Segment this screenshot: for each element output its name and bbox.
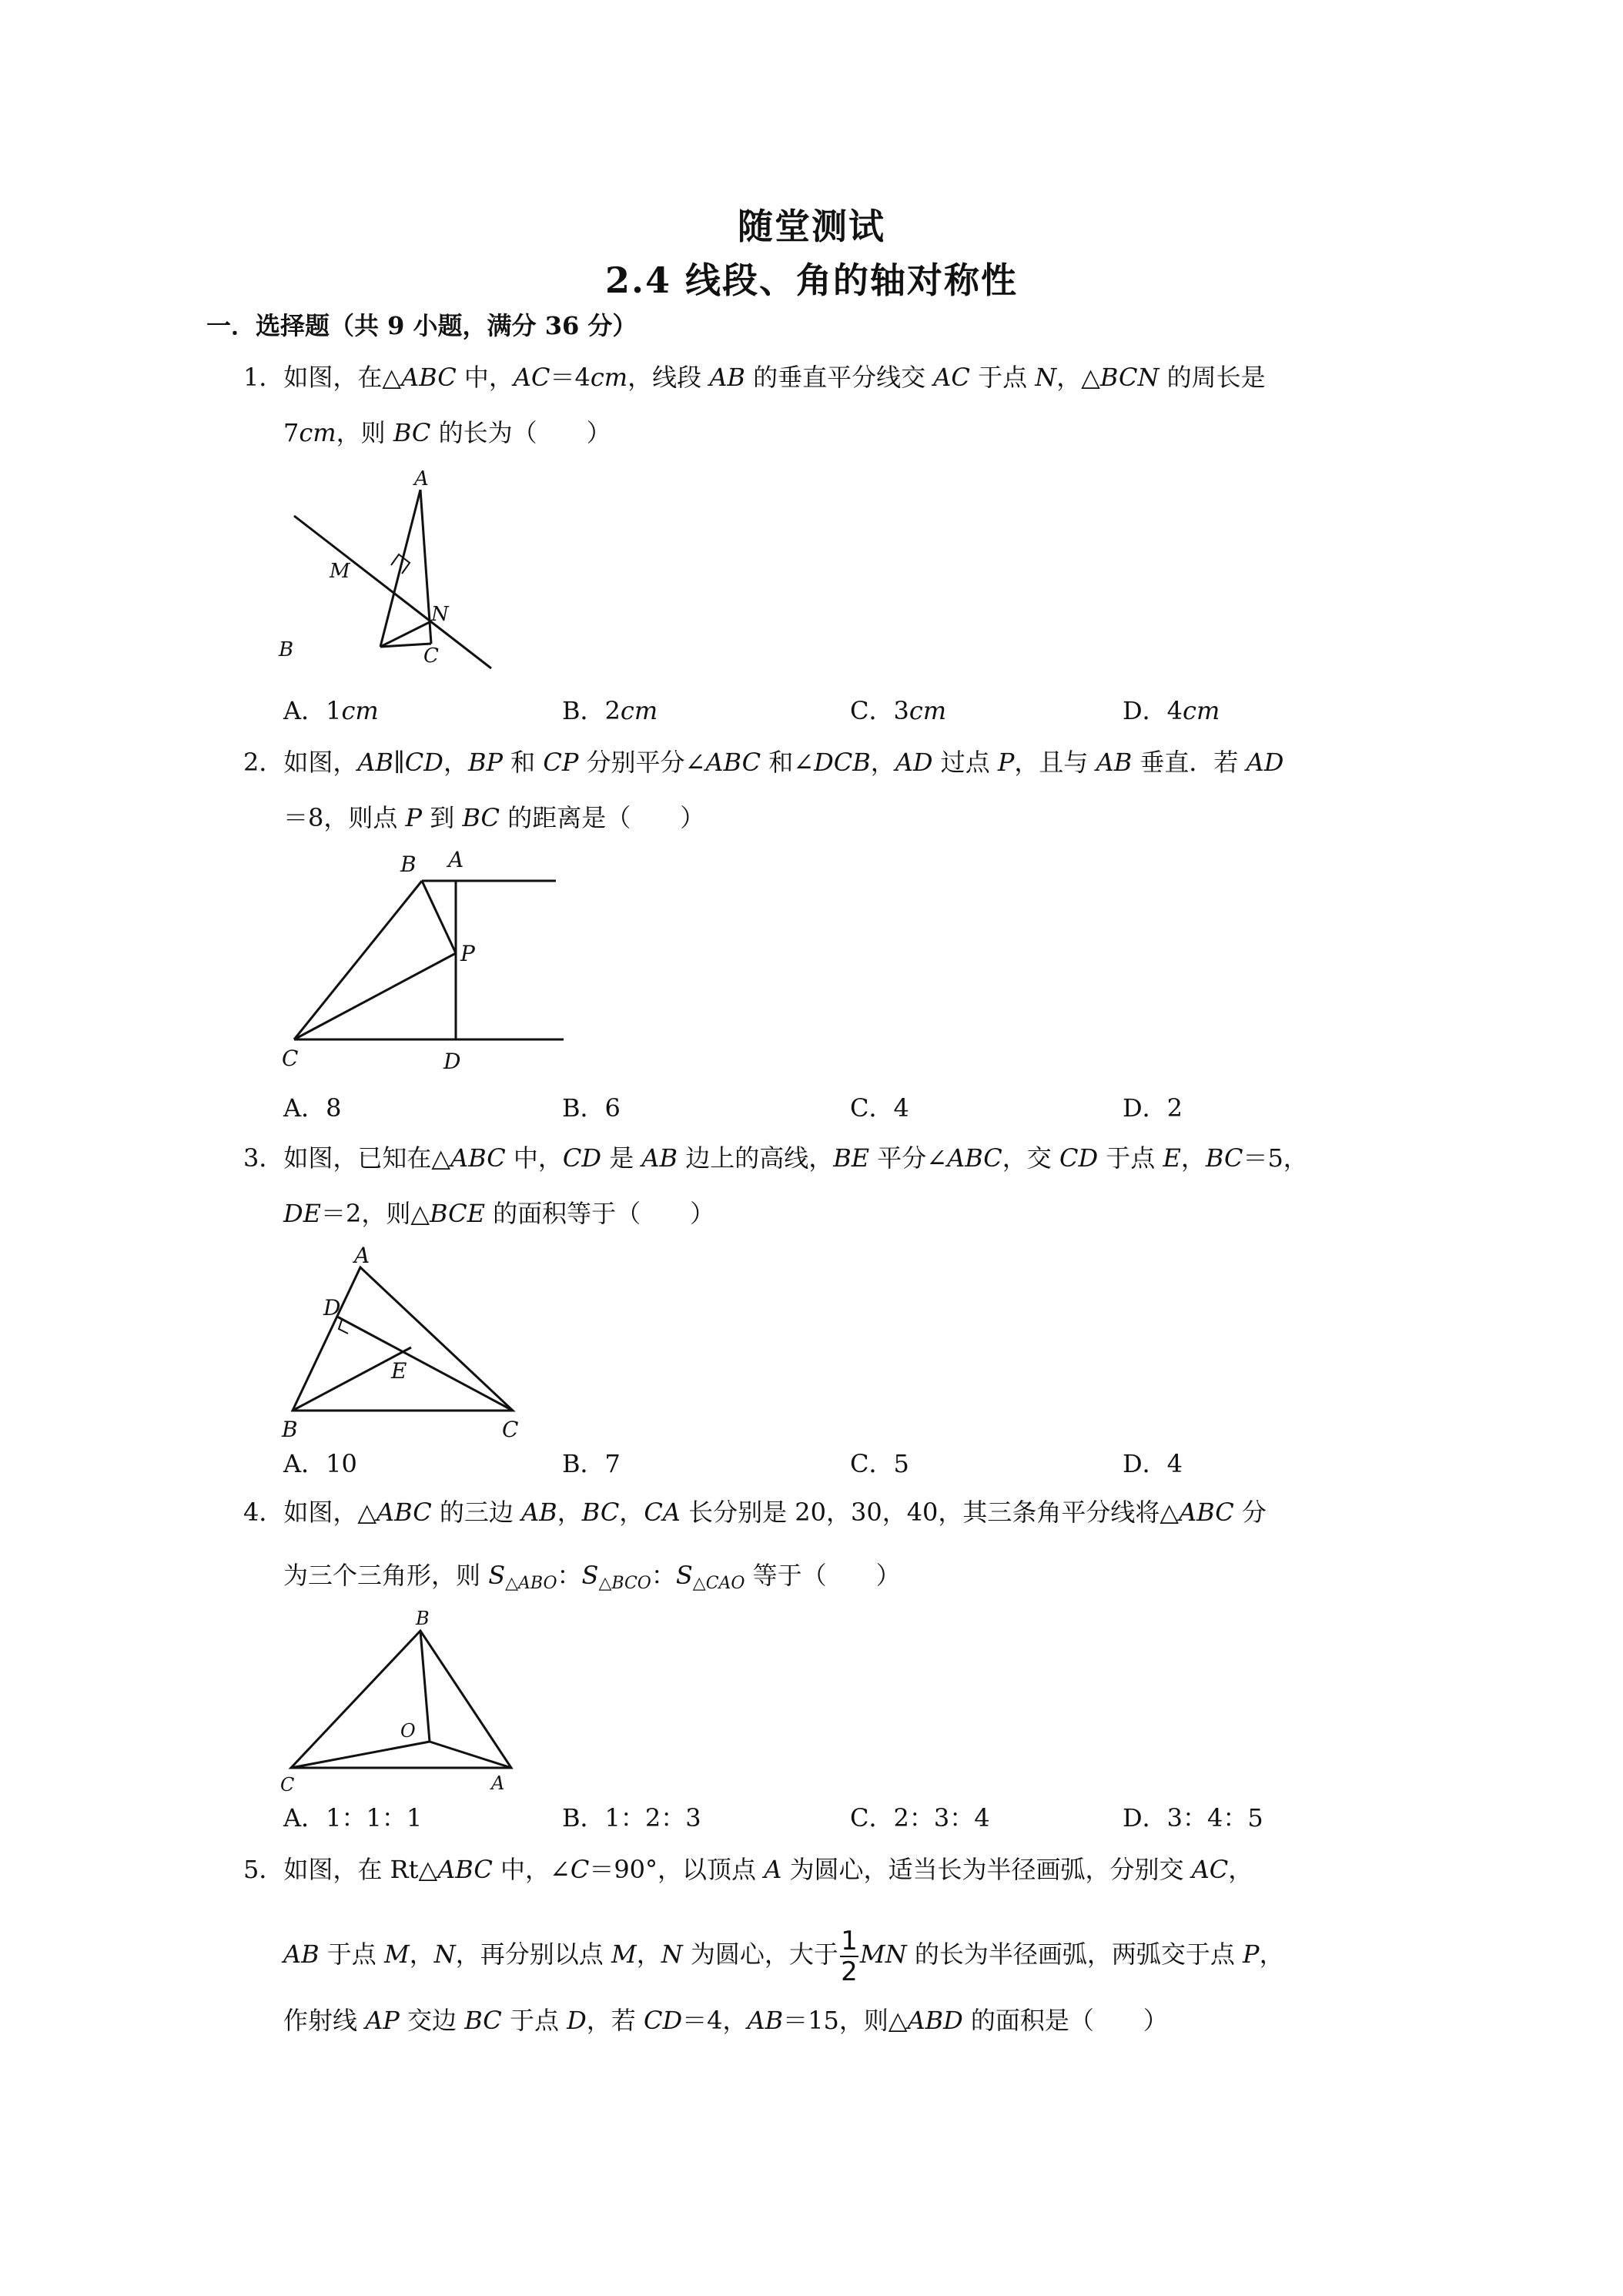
q2-option-a: A．8 — [283, 1093, 342, 1123]
q3-option-b: B．7 — [562, 1449, 621, 1478]
q4-option-d: D．3：4：5 — [1123, 1803, 1263, 1832]
q1-option-b: B．2cm — [562, 696, 658, 725]
label-a: A — [448, 847, 464, 872]
segment-bp — [422, 881, 456, 953]
q1-option-d: D．4cm — [1123, 696, 1220, 725]
segment-bc — [294, 881, 422, 1039]
q1-option-a: A．1cm — [283, 696, 379, 725]
label-b: B — [279, 638, 294, 661]
q2-option-b: B．6 — [562, 1093, 621, 1123]
segment-bo — [420, 1631, 430, 1742]
q2-option-c: C．4 — [850, 1093, 909, 1123]
segment-cp — [294, 953, 456, 1039]
label-d: D — [443, 1049, 461, 1074]
segment-ab — [380, 490, 420, 647]
question-5-line-3: 作射线 AP 交边 BC 于点 D，若 CD＝4，AB＝15，则△ABD 的面积是（ ） — [283, 2006, 1168, 2035]
question-2-line-2: ＝8，则点 P 到 BC 的距离是（ ） — [283, 803, 705, 832]
segment-ao — [430, 1742, 511, 1768]
label-a: A — [491, 1772, 505, 1794]
label-m: M — [330, 560, 350, 583]
label-c: C — [502, 1417, 519, 1440]
label-c: C — [282, 1046, 299, 1071]
fraction-one-half: $\frac{1}{2}$ — [841, 1925, 858, 1987]
label-a: A — [354, 1243, 370, 1268]
question-5-line-1: 5．如图，在 Rt△ABC 中，∠C＝90°，以顶点 A 为圆心，适当长为半径画弧，分别交 AC， — [243, 1855, 1253, 1884]
question-2-line-1: 2．如图，AB∥CD，BP 和 CP 分别平分∠ABC 和∠DCB，AD 过点 P，且与 AB 垂直．若 AD — [243, 748, 1284, 777]
question-4-line-2: 为三个三角形，则 $S_{\triangle ABO}$：$S_{\triangle BCO}$：$S_{\triangle CAO}$ 等于（ ） — [283, 1561, 901, 1593]
question-1-line-1: 1．如图，在△ABC 中，AC＝4cm，线段 AB 的垂直平分线交 AC 于点 N，△BCN 的周长是 — [243, 363, 1266, 392]
q1-option-c: C．3cm — [850, 696, 947, 725]
question-4-figure — [277, 1603, 524, 1796]
question-5-line-2: AB 于点 M，N，再分别以点 M，N 为圆心，大于$\frac{1}{2}MN$ 的长为半径画弧，两弧交于点 P， — [283, 1925, 1284, 1987]
section-heading: 一．选择题（共 9 小题，满分 36 分） — [206, 311, 637, 340]
label-n: N — [431, 603, 449, 626]
segment-bn — [380, 622, 430, 647]
label-p: P — [460, 941, 475, 966]
page-subtitle: 2.4 线段、角的轴对称性 — [604, 259, 1019, 301]
question-3-line-1: 3．如图，已知在△ABC 中，CD 是 AB 边上的高线，BE 平分∠ABC，交 CD 于点 E，BC＝5， — [243, 1143, 1308, 1173]
label-c: C — [423, 644, 439, 668]
label-b: B — [400, 852, 417, 877]
label-b: B — [416, 1608, 430, 1629]
question-1-figure — [277, 462, 508, 678]
question-1-line-2: 7cm，则 BC 的长为（ ） — [283, 418, 611, 447]
q2-option-d: D．2 — [1123, 1093, 1183, 1123]
label-d: D — [323, 1295, 341, 1320]
q4-option-a: A．1：1：1 — [283, 1803, 423, 1832]
question-4-line-1: 4．如图，△ABC 的三边 AB，BC，CA 长分别是 20，30，40，其三条角平分线将△ABC 分 — [243, 1498, 1267, 1527]
question-3-figure — [277, 1240, 539, 1440]
label-e: E — [391, 1358, 407, 1384]
q3-option-a: A．10 — [283, 1449, 357, 1478]
q3-option-d: D．4 — [1123, 1449, 1183, 1478]
triangle-abc — [293, 1267, 513, 1411]
q4-option-b: B．1：2：3 — [562, 1803, 701, 1832]
label-o: O — [400, 1720, 416, 1742]
question-3-line-2: DE＝2，则△BCE 的面积等于（ ） — [283, 1199, 715, 1228]
question-2-figure — [277, 845, 570, 1076]
segment-cd — [337, 1317, 513, 1411]
q3-option-c: C．5 — [850, 1449, 909, 1478]
label-a: A — [414, 467, 429, 490]
q4-option-c: C．2：3：4 — [850, 1803, 990, 1832]
label-c: C — [280, 1774, 295, 1796]
page-title: 随堂测试 — [738, 206, 885, 247]
label-b: B — [282, 1417, 298, 1440]
